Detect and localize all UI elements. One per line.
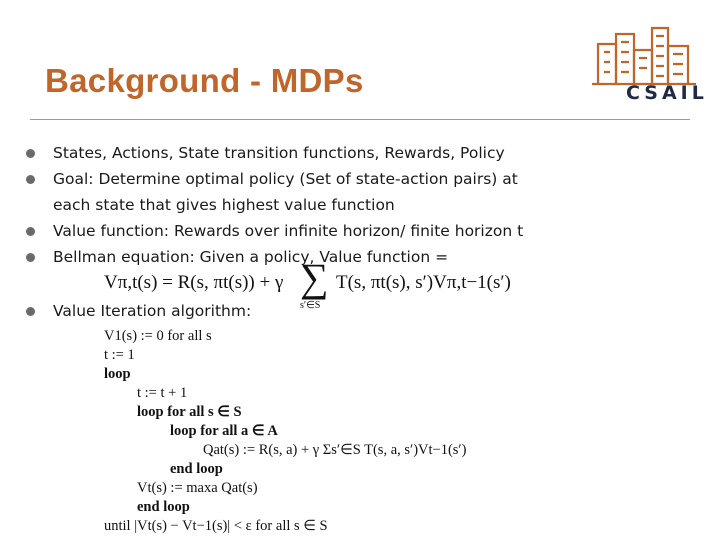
bullet-dot-icon	[26, 307, 35, 316]
algo-line: end loop	[170, 461, 223, 477]
csail-logo-text: CSAIL	[626, 82, 708, 104]
algo-line: end loop	[137, 499, 190, 515]
bullet-item	[22, 218, 523, 244]
bullet-item	[22, 298, 251, 324]
algo-line: loop	[104, 366, 131, 382]
bullet-text: States, Actions, State transition functions, Rewards, Policy	[53, 144, 505, 162]
algo-line: loop for all s ∈ S	[137, 404, 242, 420]
bullet-dot-icon	[26, 253, 35, 262]
bullet-dot-icon	[26, 149, 35, 158]
algo-line: until |Vt(s) − Vt−1(s)| < ε for all s ∈ S	[104, 518, 328, 534]
bellman-lhs: Vπ,t(s) = R(s, πt(s)) + γ	[104, 272, 284, 293]
algo-line: loop for all a ∈ A	[170, 423, 278, 439]
bullet-item	[22, 166, 518, 218]
algo-line: Vt(s) := maxa Qat(s)	[137, 480, 258, 496]
bullet-text: Value Iteration algorithm:	[53, 302, 252, 320]
bullet-item	[22, 244, 448, 270]
bellman-sum-subscript: s′∈S	[300, 300, 321, 311]
bullet-text-continued: each state that gives highest value function	[53, 196, 395, 214]
algo-line: Qat(s) := R(s, a) + γ Σs′∈S T(s, a, s′)Vt−1(s′)	[203, 442, 467, 458]
bellman-rhs: T(s, πt(s), s′)Vπ,t−1(s′)	[336, 272, 511, 293]
bullet-item	[22, 140, 505, 166]
title-divider	[30, 119, 690, 120]
algo-line: V1(s) := 0 for all s	[104, 328, 212, 344]
slide-title: Background - MDPs	[45, 62, 364, 99]
algo-line: t := 1	[104, 347, 135, 363]
bullet-text: Bellman equation: Given a policy, Value function =	[53, 248, 449, 266]
bullet-dot-icon	[26, 227, 35, 236]
bullet-dot-icon	[26, 175, 35, 184]
bullet-text: Value function: Rewards over infinite horizon/ finite horizon t	[53, 222, 524, 240]
summation-icon: ∑	[300, 255, 329, 300]
algo-line: t := t + 1	[137, 385, 188, 401]
bullet-text: Goal: Determine optimal policy (Set of state-action pairs) at	[53, 170, 518, 188]
